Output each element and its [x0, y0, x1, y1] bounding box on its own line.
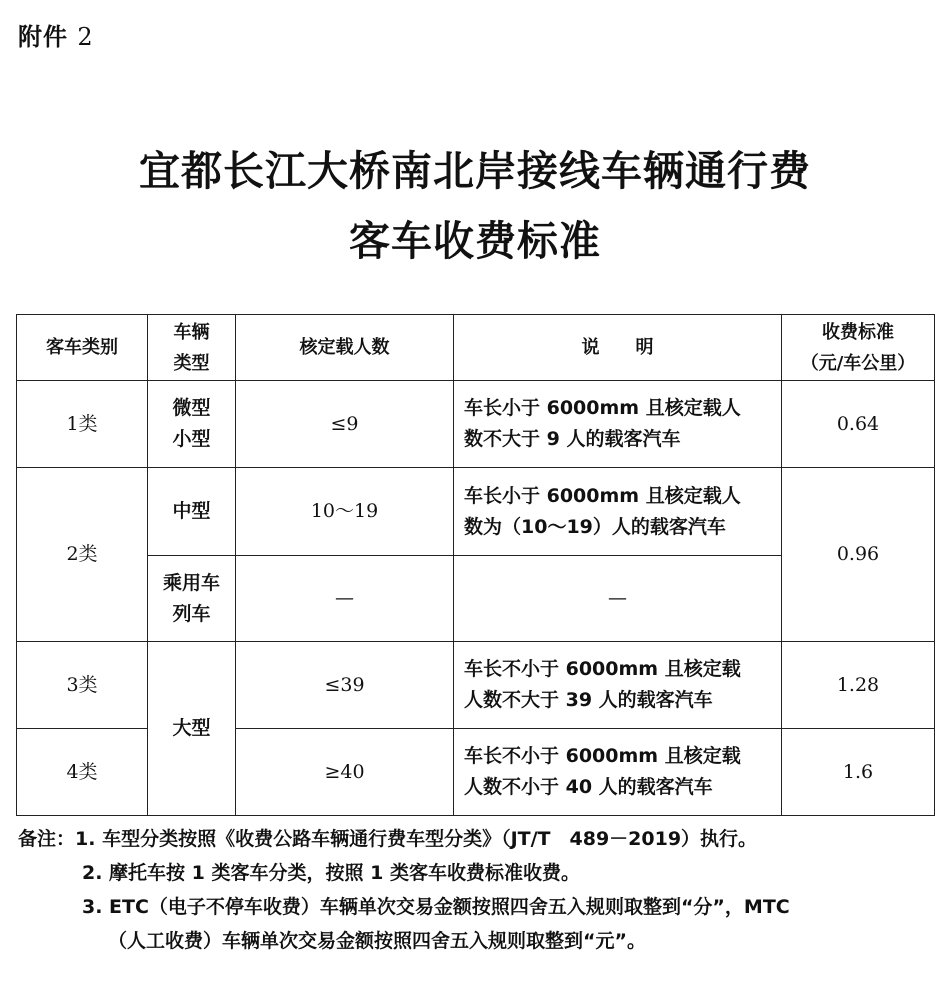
attachment-label — [18, 17, 94, 52]
row2b-type-line1: 乘用车 — [162, 571, 220, 594]
row1-fee: 0.64 — [782, 381, 935, 468]
document-title-line1: 宜都长江大桥南北岸接线车辆通行费 — [139, 147, 811, 195]
row4-desc-line1: 车长不小于 6000mm 且核定载 — [464, 745, 741, 767]
row1-type — [148, 381, 236, 468]
row2b-description: — — [454, 556, 782, 642]
row2-capacity: 10～19 — [236, 468, 454, 556]
row1-description — [454, 381, 782, 468]
table-row — [17, 468, 935, 556]
header-vehicle-type-line2: 类型 — [173, 352, 210, 374]
attachment-text: 附件 — [18, 23, 68, 51]
note-2: 2. 摩托车按 1 类客车分类，按照 1 类客车收费标准收费。 — [82, 862, 580, 884]
header-description: 说 明 — [454, 315, 782, 381]
attachment-number: 2 — [77, 23, 94, 51]
row3-description — [454, 642, 782, 729]
row4-capacity: ≥40 — [236, 729, 454, 816]
header-category: 客车类别 — [17, 315, 148, 381]
fee-table — [16, 314, 935, 816]
row3-desc-line1: 车长不小于 6000mm 且核定载 — [464, 658, 741, 680]
row1-capacity: ≤9 — [236, 381, 454, 468]
table-row — [17, 642, 935, 729]
row3-type: 大型 — [148, 642, 236, 816]
row1-desc-line1: 车长小于 6000mm 且核定载人 — [464, 397, 741, 419]
row1-category: 1类 — [17, 381, 148, 468]
table-header-row — [17, 315, 935, 381]
notes-section — [18, 822, 938, 958]
notes-prefix: 备注： — [18, 828, 76, 850]
row2b-capacity: — — [236, 556, 454, 642]
row4-description — [454, 729, 782, 816]
document-title-line2: 客车收费标准 — [349, 217, 601, 265]
row1-type-line1: 微型 — [172, 397, 211, 419]
row2-description — [454, 468, 782, 556]
row2-type: 中型 — [148, 468, 236, 556]
row2-fee: 0.96 — [782, 468, 935, 642]
row3-category: 3类 — [17, 642, 148, 729]
row2b-type-line2: 列车 — [172, 602, 211, 625]
header-fee-line2: （元/车公里） — [800, 352, 916, 374]
row2-desc-line1: 车长小于 6000mm 且核定载人 — [464, 484, 741, 507]
row4-fee: 1.6 — [782, 729, 935, 816]
row4-desc-line2: 人数不小于 40 人的载客汽车 — [464, 776, 713, 798]
row2b-type — [148, 556, 236, 642]
row1-desc-line2: 数不大于 9 人的载客汽车 — [464, 428, 681, 450]
note-3: 3. ETC（电子不停车收费）车辆单次交易金额按照四舍五入规则取整到“分”，MTC — [82, 896, 790, 918]
row2-category: 2类 — [17, 468, 148, 642]
header-fee-line1: 收费标准 — [822, 321, 894, 343]
note-1-text: 1. 车型分类按照《收费公路车辆通行费车型分类》（JT/T 489－2019）执行。 — [75, 828, 758, 850]
table-row — [17, 381, 935, 468]
row3-capacity: ≤39 — [236, 642, 454, 729]
row2-desc-line2: 数为（10～19）人的载客汽车 — [464, 515, 726, 538]
row3-fee: 1.28 — [782, 642, 935, 729]
header-vehicle-type-line1: 车辆 — [173, 321, 210, 343]
header-fee — [782, 315, 935, 381]
row3-desc-line2: 人数不大于 39 人的载客汽车 — [464, 689, 713, 711]
header-vehicle-type — [148, 315, 236, 381]
row4-category: 4类 — [17, 729, 148, 816]
row1-type-line2: 小型 — [172, 428, 211, 450]
header-capacity: 核定载人数 — [236, 315, 454, 381]
note-3-continuation: （人工收费）车辆单次交易金额按照四舍五入规则取整到“元”。 — [108, 930, 646, 952]
note-1 — [18, 822, 938, 856]
